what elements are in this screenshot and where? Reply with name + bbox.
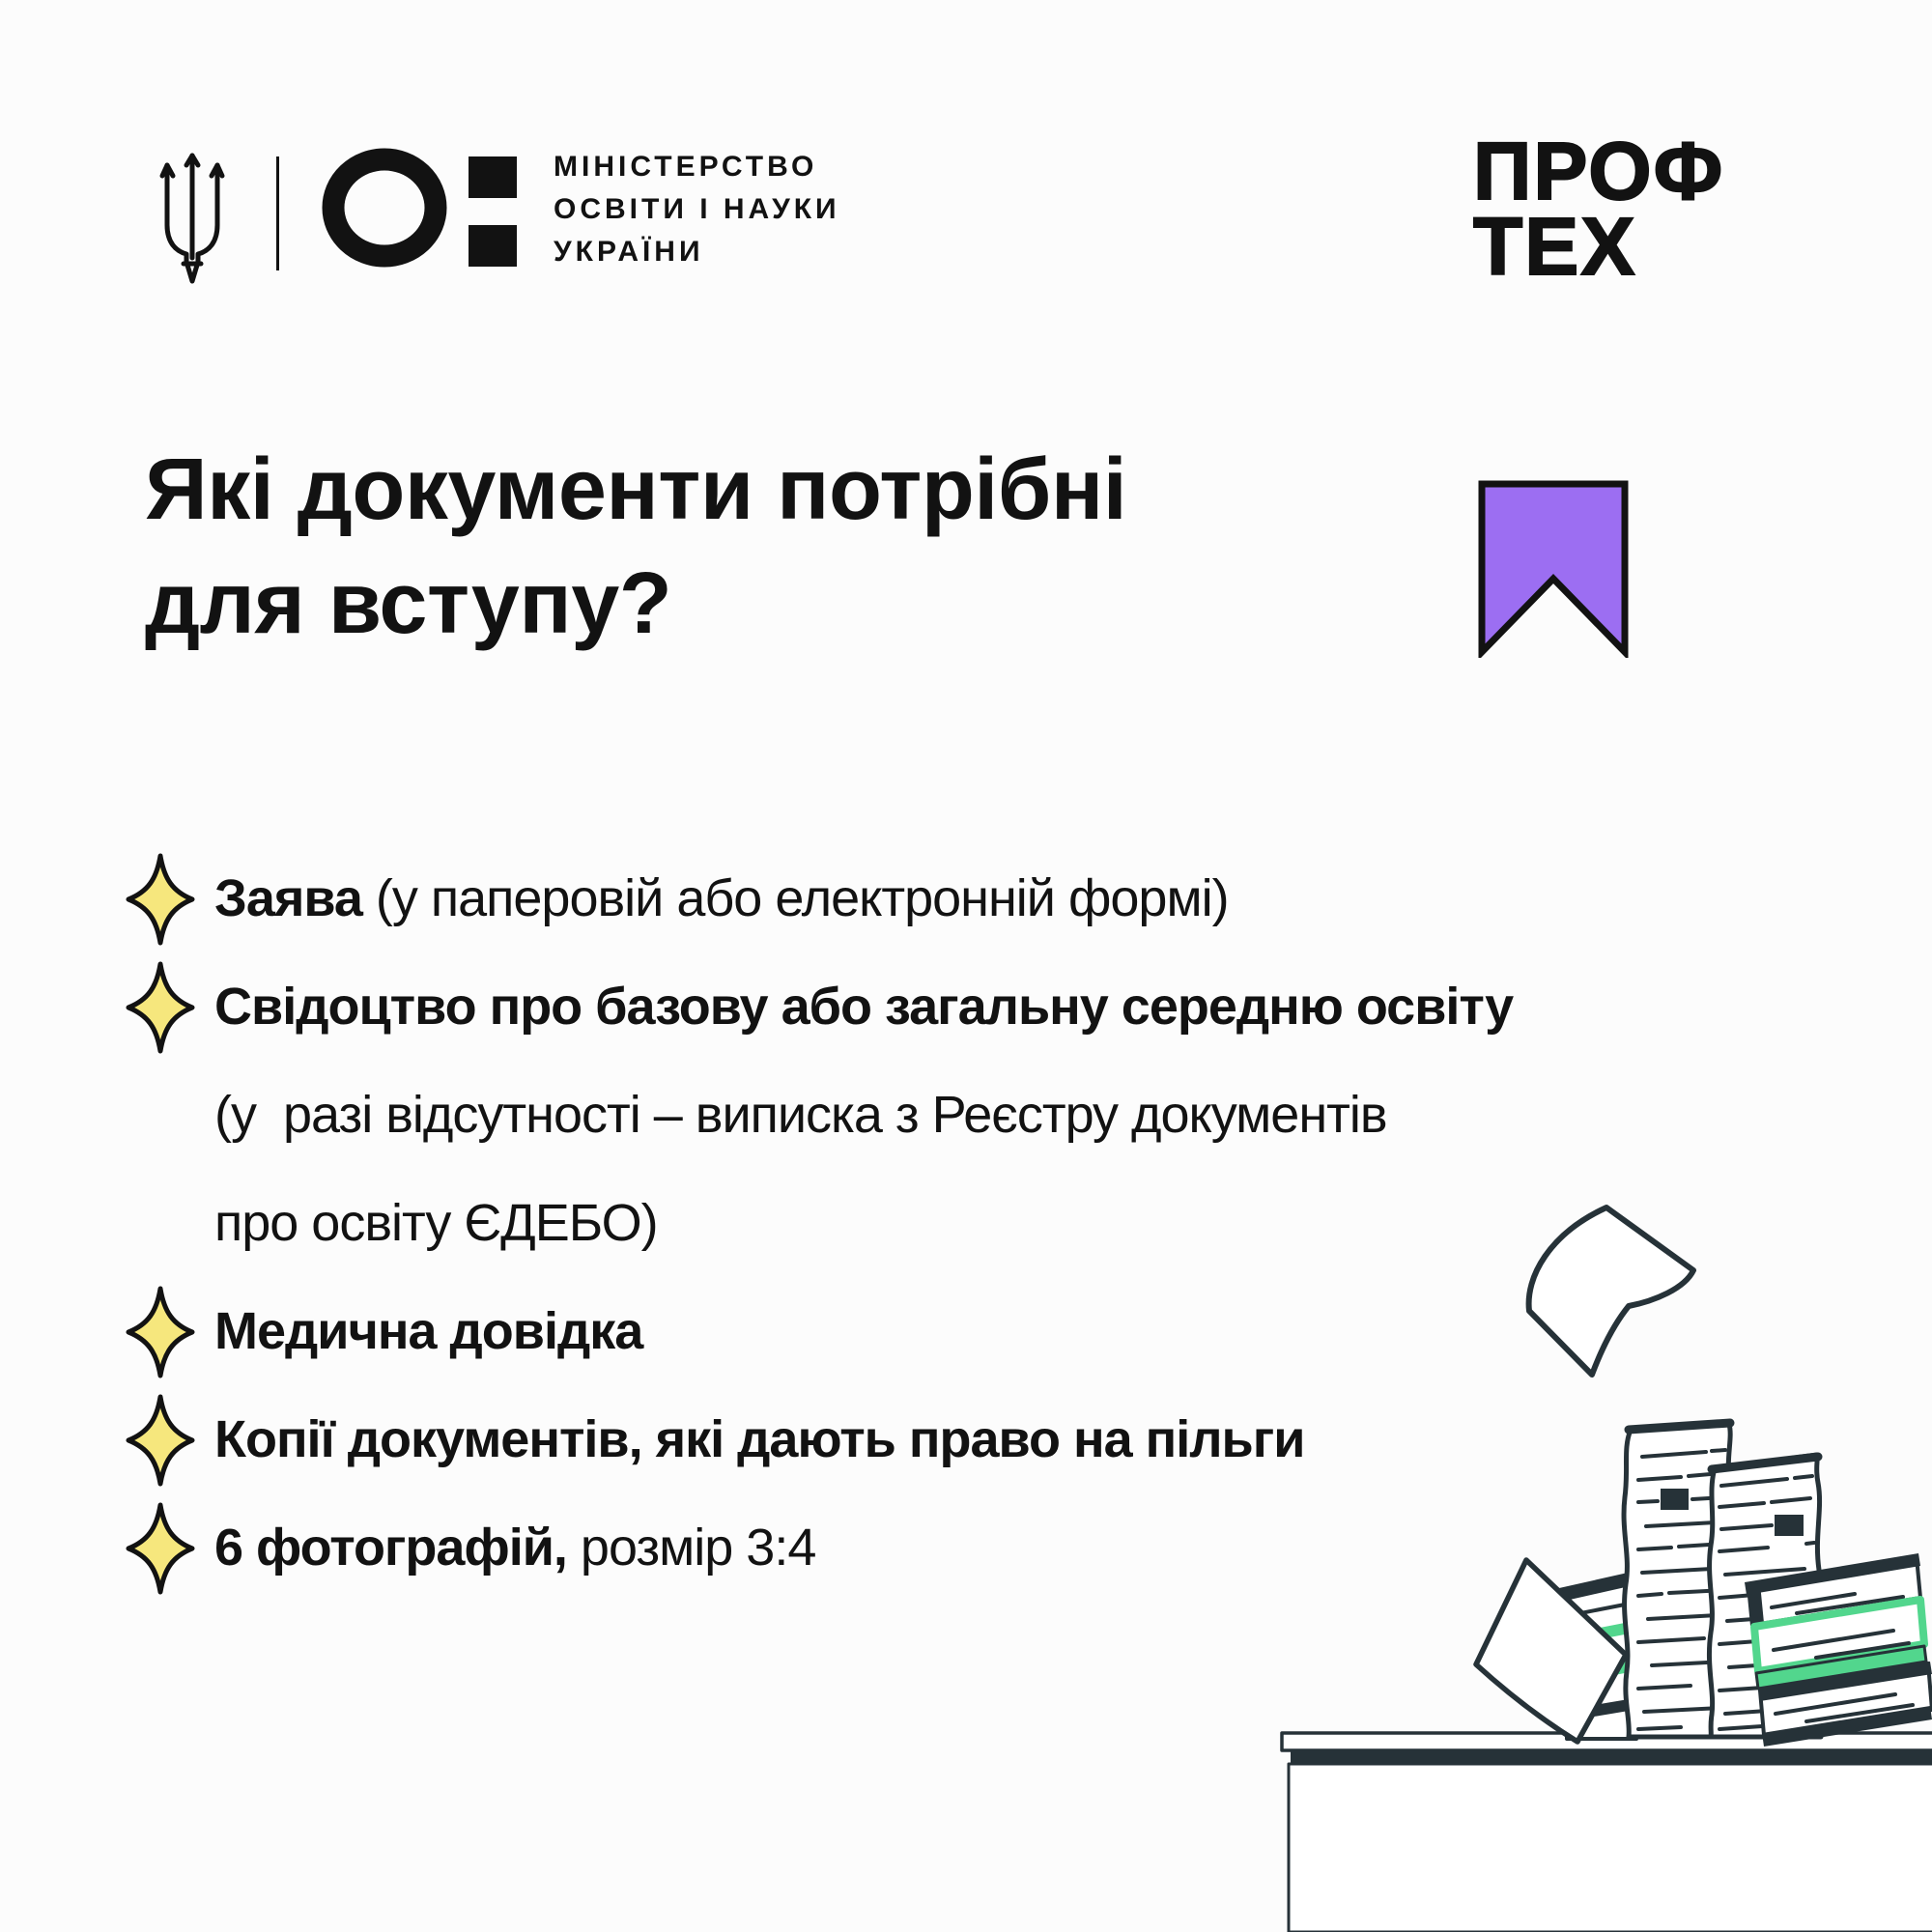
title-line-2: для вступу? xyxy=(145,555,672,652)
star-bullet-icon xyxy=(126,853,195,946)
mon-logo-icon xyxy=(322,147,517,269)
list-item-bold: Копії документів, які дають право на пільги xyxy=(214,1410,1305,1468)
logo-divider xyxy=(276,156,279,270)
list-item-text: (у разі відсутності – виписка з Реєстру документів xyxy=(214,1086,1387,1144)
desk xyxy=(1282,1733,1932,1932)
bookmark-icon xyxy=(1478,480,1629,658)
list-item-bold: Медична довідка xyxy=(214,1302,643,1360)
list-item-rest: (у паперовій або електронній формі) xyxy=(361,869,1229,927)
paper-stacks-desk-illustration xyxy=(1275,1198,1932,1932)
list-item xyxy=(126,952,1513,1061)
ukraine-trident-icon xyxy=(155,150,230,287)
proftech-logo xyxy=(1473,126,1725,292)
star-bullet-icon xyxy=(126,1394,195,1487)
list-item-bold: Заява xyxy=(214,869,362,927)
proftech-line-1: ПРОФ xyxy=(1473,126,1725,216)
binder-stack xyxy=(1745,1553,1932,1747)
page-title xyxy=(145,433,1126,661)
star-bullet-icon xyxy=(126,1286,195,1378)
list-item-bold: Свідоцтво про базову або загальну середню освіту xyxy=(214,978,1514,1036)
list-item-continuation xyxy=(126,1061,1513,1169)
proftech-line-2: ТЕХ xyxy=(1473,201,1637,292)
ministry-name xyxy=(554,146,840,273)
ministry-line-1: МІНІСТЕРСТВО xyxy=(554,151,818,183)
ministry-line-3: УКРАЇНИ xyxy=(554,236,704,268)
title-line-1: Які документи потрібні xyxy=(145,441,1127,538)
flying-sheet xyxy=(1529,1208,1693,1375)
list-item xyxy=(126,844,1513,952)
star-bullet-icon xyxy=(126,961,195,1054)
ministry-line-2: ОСВІТИ І НАУКИ xyxy=(554,193,840,225)
list-item-bold: 6 фотографій, xyxy=(214,1519,567,1577)
list-item-text: про освіту ЄДЕБО) xyxy=(214,1194,658,1252)
star-bullet-icon xyxy=(126,1502,195,1595)
list-item-rest: розмір 3:4 xyxy=(566,1519,816,1577)
